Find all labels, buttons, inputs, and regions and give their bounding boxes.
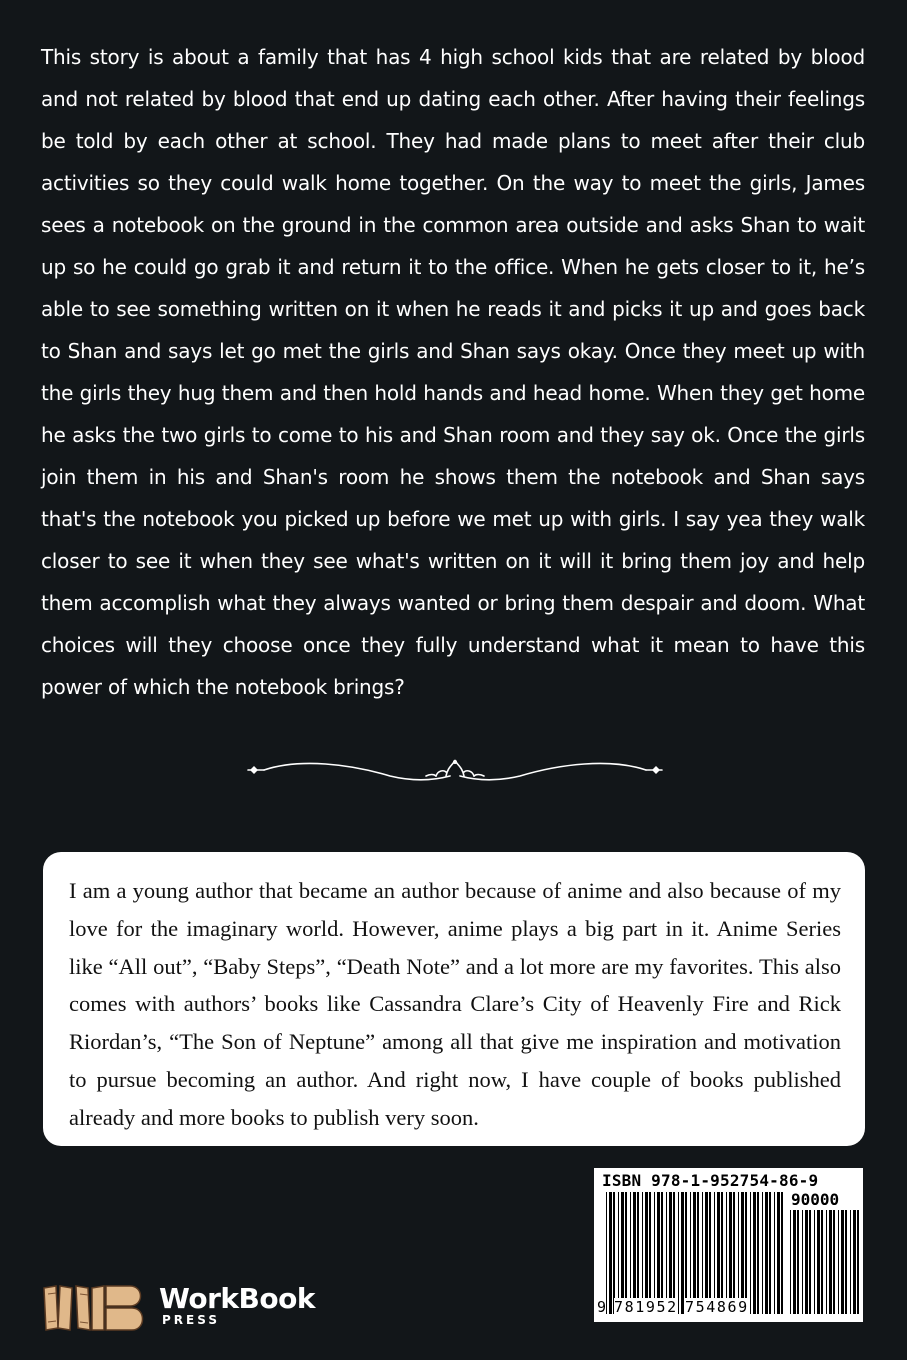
- price-code: 90000: [791, 1190, 840, 1209]
- barcode-digits-left: 781952: [614, 1298, 678, 1316]
- wb-logo-icon: [42, 1284, 146, 1332]
- author-bio-panel: [43, 852, 865, 1146]
- isbn-barcode: [594, 1168, 863, 1322]
- publisher-sub: PRESS: [162, 1313, 220, 1327]
- barcode-digit-lead: 9: [597, 1298, 607, 1316]
- author-bio-text: I am a young author that became an author because of anime and also because of my love for the imaginary world. However, anime plays a big part in it. Anime Series like “All out”, “Baby Steps”, “Death Note” and a lot more are my favorites. This also comes with authors’ books like Cassandra Clare’s City of Heavenly Fire and Rick Riordan’s, “The Son of Neptune” among all that give me inspiration and motivation to pursue becoming an author. And right now, I have couple of books published already and more books to publish very soon.: [69, 878, 841, 1130]
- barcode-digits-right: 754869: [685, 1298, 749, 1316]
- publisher-logo: [42, 1284, 342, 1332]
- isbn-label: ISBN 978-1-952754-86-9: [602, 1171, 819, 1190]
- publisher-name: WorkBook: [159, 1282, 315, 1315]
- ornament-divider-icon: [240, 752, 670, 792]
- book-synopsis: This story is about a family that has 4 high school kids that are related by blood and not related by blood that end up dating each other. After having their feelings be told by each other at school. They had made plans to meet after their club activities so they could walk home together. On the way to meet the girls, James sees a notebook on the ground in the common area outside and asks Shan to wait up so he could go grab it and return it to the office. When he gets closer to it, he’s able to see something written on it when he reads it and picks it up and goes back to Shan and says let go met the girls and Shan says okay. Once they meet up with the girls they hug them and then hold hands and head home. When they get home he asks the two girls to come to his and Shan room and they say ok. Once the girls join them in his and Shan's room he shows them the notebook and Shan says that's the notebook you picked up before we met up with girls. I say yea they walk closer to see it when they see what's written on it will it bring them joy and help them accomplish what they always wanted or bring them despair and doom. What choices will they choose once they fully understand what it mean to have this power of which the notebook brings?: [41, 45, 865, 699]
